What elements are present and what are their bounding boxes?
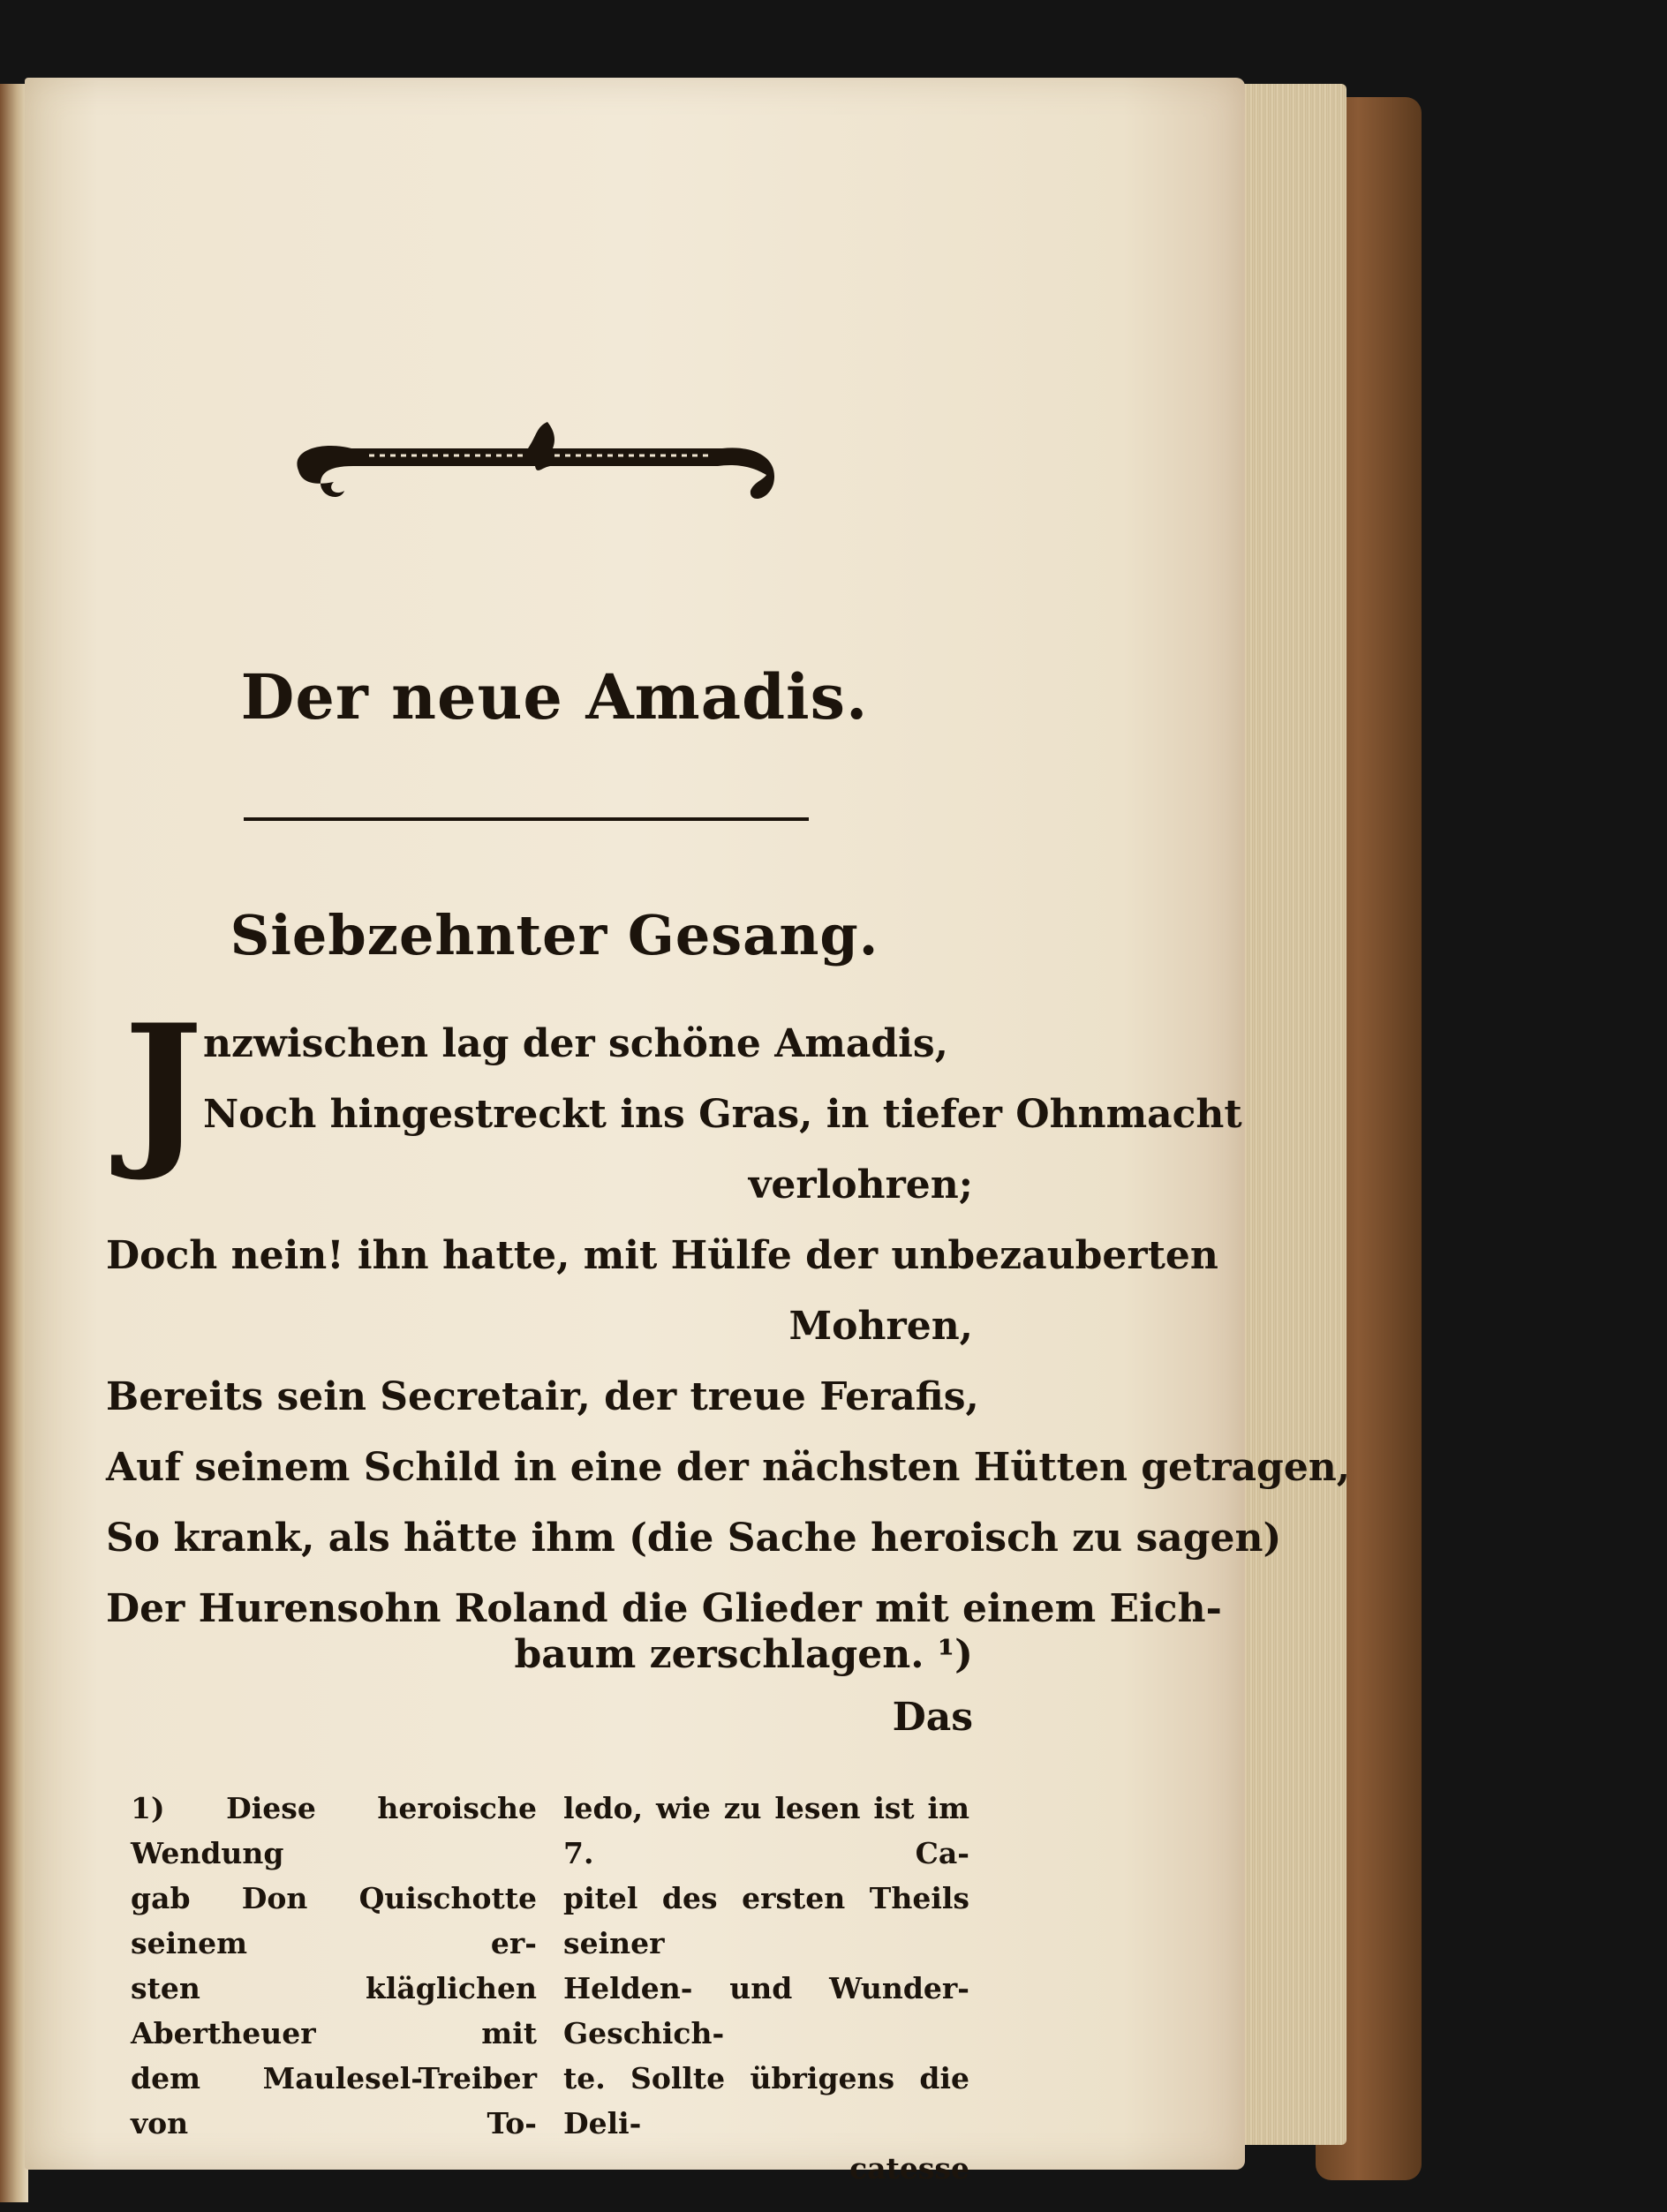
verse-line: Auf seinem Schild in eine der nächsten Hütten getragen,: [106, 1445, 1351, 1490]
footnote-column-left: [131, 1786, 537, 2191]
divider-rule: [244, 817, 809, 821]
footnote-line: ledo, wie zu lesen ist im 7. Ca-: [563, 1791, 969, 1870]
page-stack-edge: [1232, 84, 1346, 2145]
verse-line: Noch hingestreckt ins Gras, in tiefer Ohnmacht: [203, 1092, 1242, 1137]
drop-cap: J: [124, 988, 203, 1185]
footnote-line: Helden- und Wunder-Geschich-: [563, 1971, 969, 2050]
verse-line: Mohren,: [788, 1304, 973, 1349]
verse-line: Der Hurensohn Roland die Glieder mit einem Eich-: [106, 1586, 1222, 1631]
footnote-line: dem Maulesel-Treiber von To-: [131, 2061, 537, 2141]
footnote-line: sten kläglichen Abertheuer mit: [131, 1971, 537, 2050]
verse-line: nzwischen lag der schöne Amadis,: [203, 1021, 948, 1066]
verse-line: Doch nein! ihn hatte, mit Hülfe der unbezauberten: [106, 1233, 1218, 1278]
book-page: [25, 78, 1351, 2186]
footnote-line: catesse: [849, 2151, 969, 2186]
footnote-line: 1) Diese heroische Wendung: [131, 1791, 537, 1870]
verse-line: baum zerschlagen. ¹): [514, 1632, 973, 1677]
footnote-line: pitel des ersten Theils seiner: [563, 1881, 969, 1960]
chapter-title: Der neue Amadis.: [240, 660, 869, 734]
verse-line: verlohren;: [748, 1162, 973, 1208]
ornament-headpiece-icon: [272, 387, 802, 545]
verse-line: So krank, als hätte ihm (die Sache heroisch zu sagen): [106, 1516, 1282, 1561]
catchword: Das: [892, 1695, 973, 1740]
footnote-line: te. Sollte übrigens die Deli-: [563, 2061, 969, 2141]
verse-line: Bereits sein Secretair, der treue Ferafis,: [106, 1374, 979, 1419]
footnote-column-right: [563, 1786, 969, 2191]
canto-heading: Siebzehnter Gesang.: [230, 903, 879, 967]
footnotes: [131, 1786, 969, 2191]
footnote-line: gab Don Quischotte seinem er-: [131, 1881, 537, 1960]
